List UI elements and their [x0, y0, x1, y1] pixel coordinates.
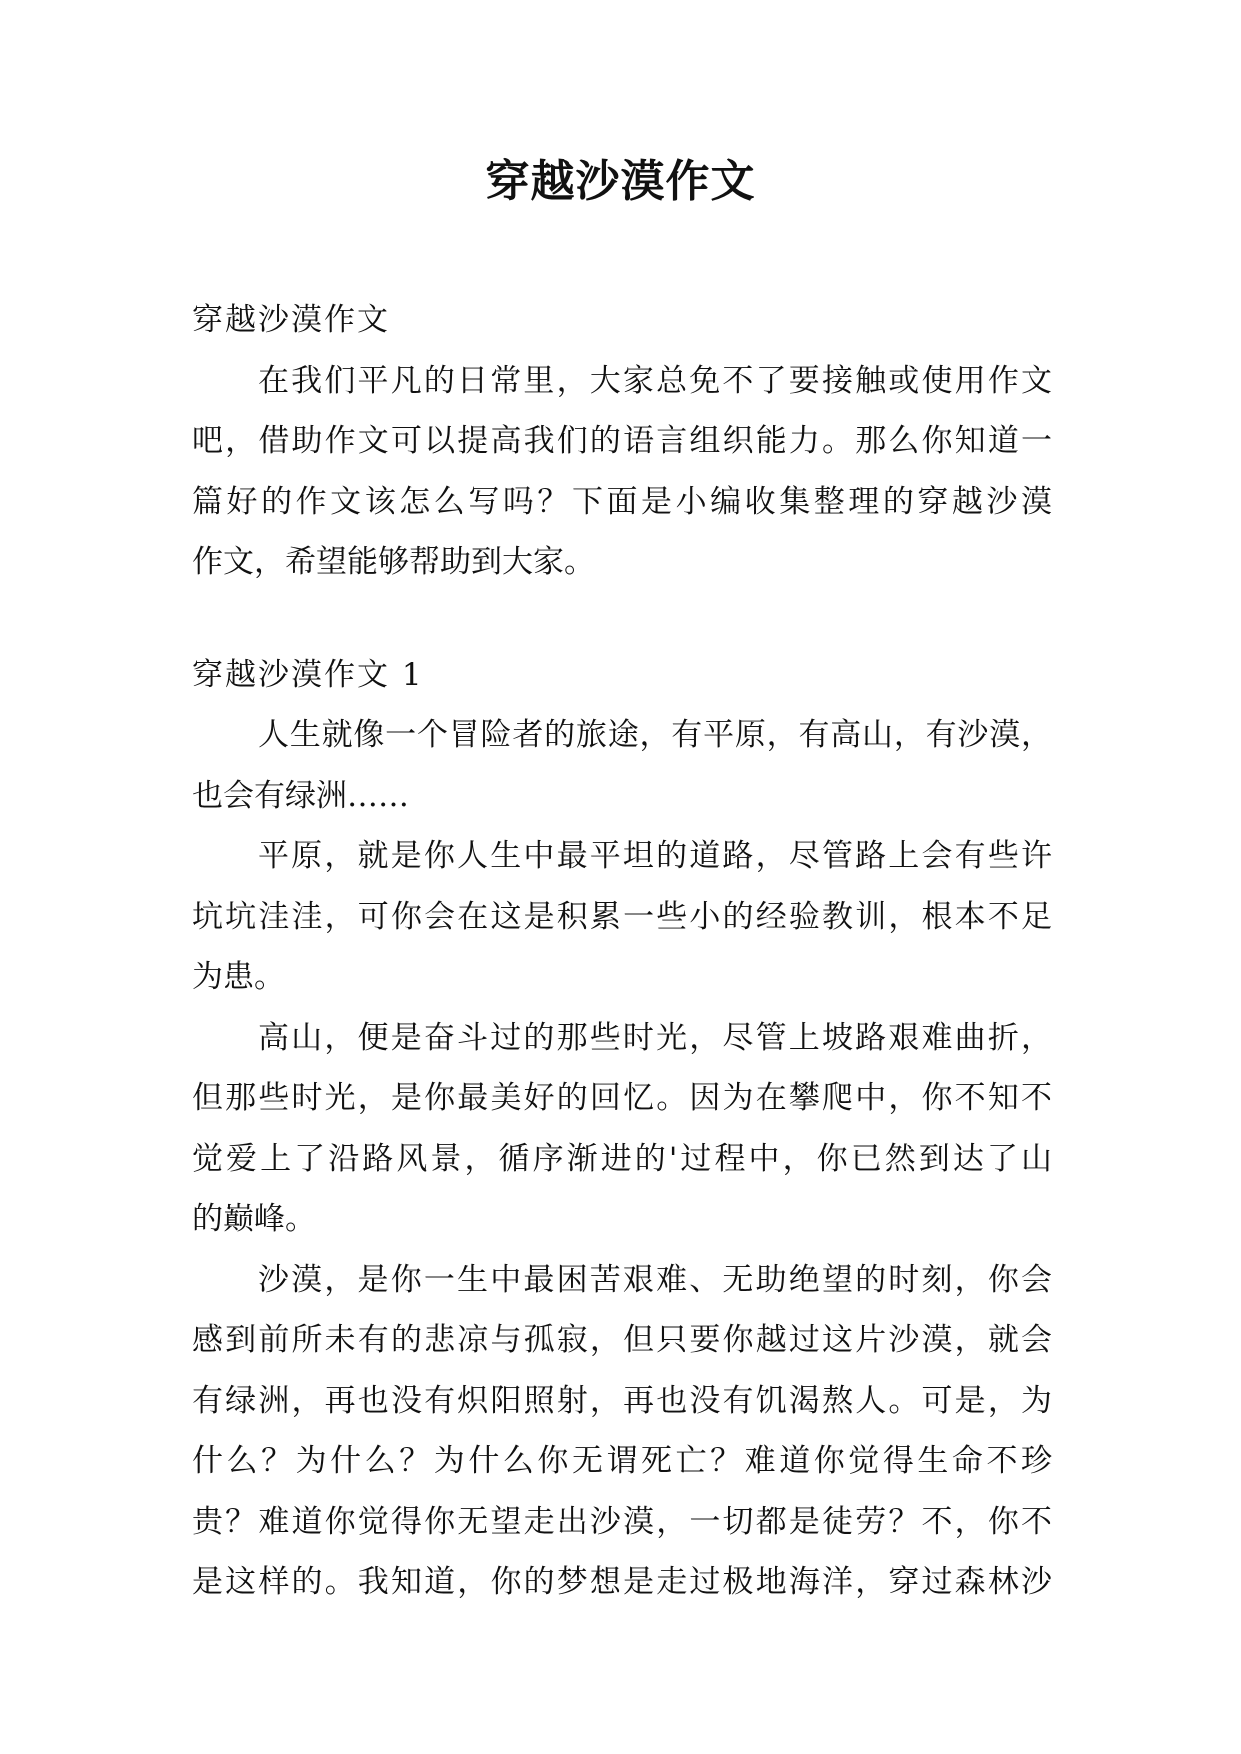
paragraph-line: 感到前所未有的悲凉与孤寂，但只要你越过这片沙漠，就会: [192, 1322, 1052, 1358]
intro-heading: 穿越沙漠作文: [192, 302, 390, 338]
document-body: [192, 290, 1052, 1613]
paragraph-line: 贵？难道你觉得你无望走出沙漠，一切都是徒劳？不，你不: [192, 1503, 1052, 1540]
section-heading: 穿越沙漠作文 1: [192, 656, 424, 693]
section-spacer: [192, 593, 1052, 645]
paragraph-line: 的巅峰。: [192, 1201, 316, 1237]
intro-paragraph-line: 在我们平凡的日常里，大家总免不了要接触或使用作文: [258, 362, 1052, 399]
paragraph-line: 什么？为什么？为什么你无谓死亡？难道你觉得生命不珍: [192, 1443, 1052, 1479]
paragraph-line: 觉爱上了沿路风景，循序渐进的'过程中，你已然到达了山: [192, 1140, 1052, 1177]
paragraph-line: 坑坑洼洼，可你会在这是积累一些小的经验教训，根本不足: [192, 898, 1052, 935]
document-title: 穿越沙漠作文: [485, 156, 756, 207]
intro-paragraph-line: 吧，借助作文可以提高我们的语言组织能力。那么你知道一: [192, 423, 1052, 459]
paragraph-line: 沙漠，是你一生中最困苦艰难、无助绝望的时刻，你会: [258, 1261, 1052, 1298]
paragraph-line: 也会有绿洲……: [192, 777, 409, 814]
paragraph-line: 人生就像一个冒险者的旅途，有平原，有高山，有沙漠，: [258, 717, 1052, 753]
paragraph-line: 高山，便是奋斗过的那些时光，尽管上坡路艰难曲折，: [258, 1019, 1052, 1056]
paragraph-line: 平原，就是你人生中最平坦的道路，尽管路上会有些许: [258, 838, 1052, 874]
paragraph-line: 有绿洲，再也没有炽阳照射，再也没有饥渴熬人。可是，为: [192, 1382, 1052, 1419]
intro-paragraph-line: 作文，希望能够帮助到大家。: [192, 544, 595, 580]
paragraph-line: 但那些时光，是你最美好的回忆。因为在攀爬中，你不知不: [192, 1080, 1052, 1116]
paragraph-line: 为患。: [192, 959, 285, 995]
paragraph-line: 是这样的。我知道，你的梦想是走过极地海洋，穿过森林沙: [192, 1564, 1052, 1600]
intro-paragraph-line: 篇好的作文该怎么写吗？下面是小编收集整理的穿越沙漠: [192, 483, 1052, 520]
